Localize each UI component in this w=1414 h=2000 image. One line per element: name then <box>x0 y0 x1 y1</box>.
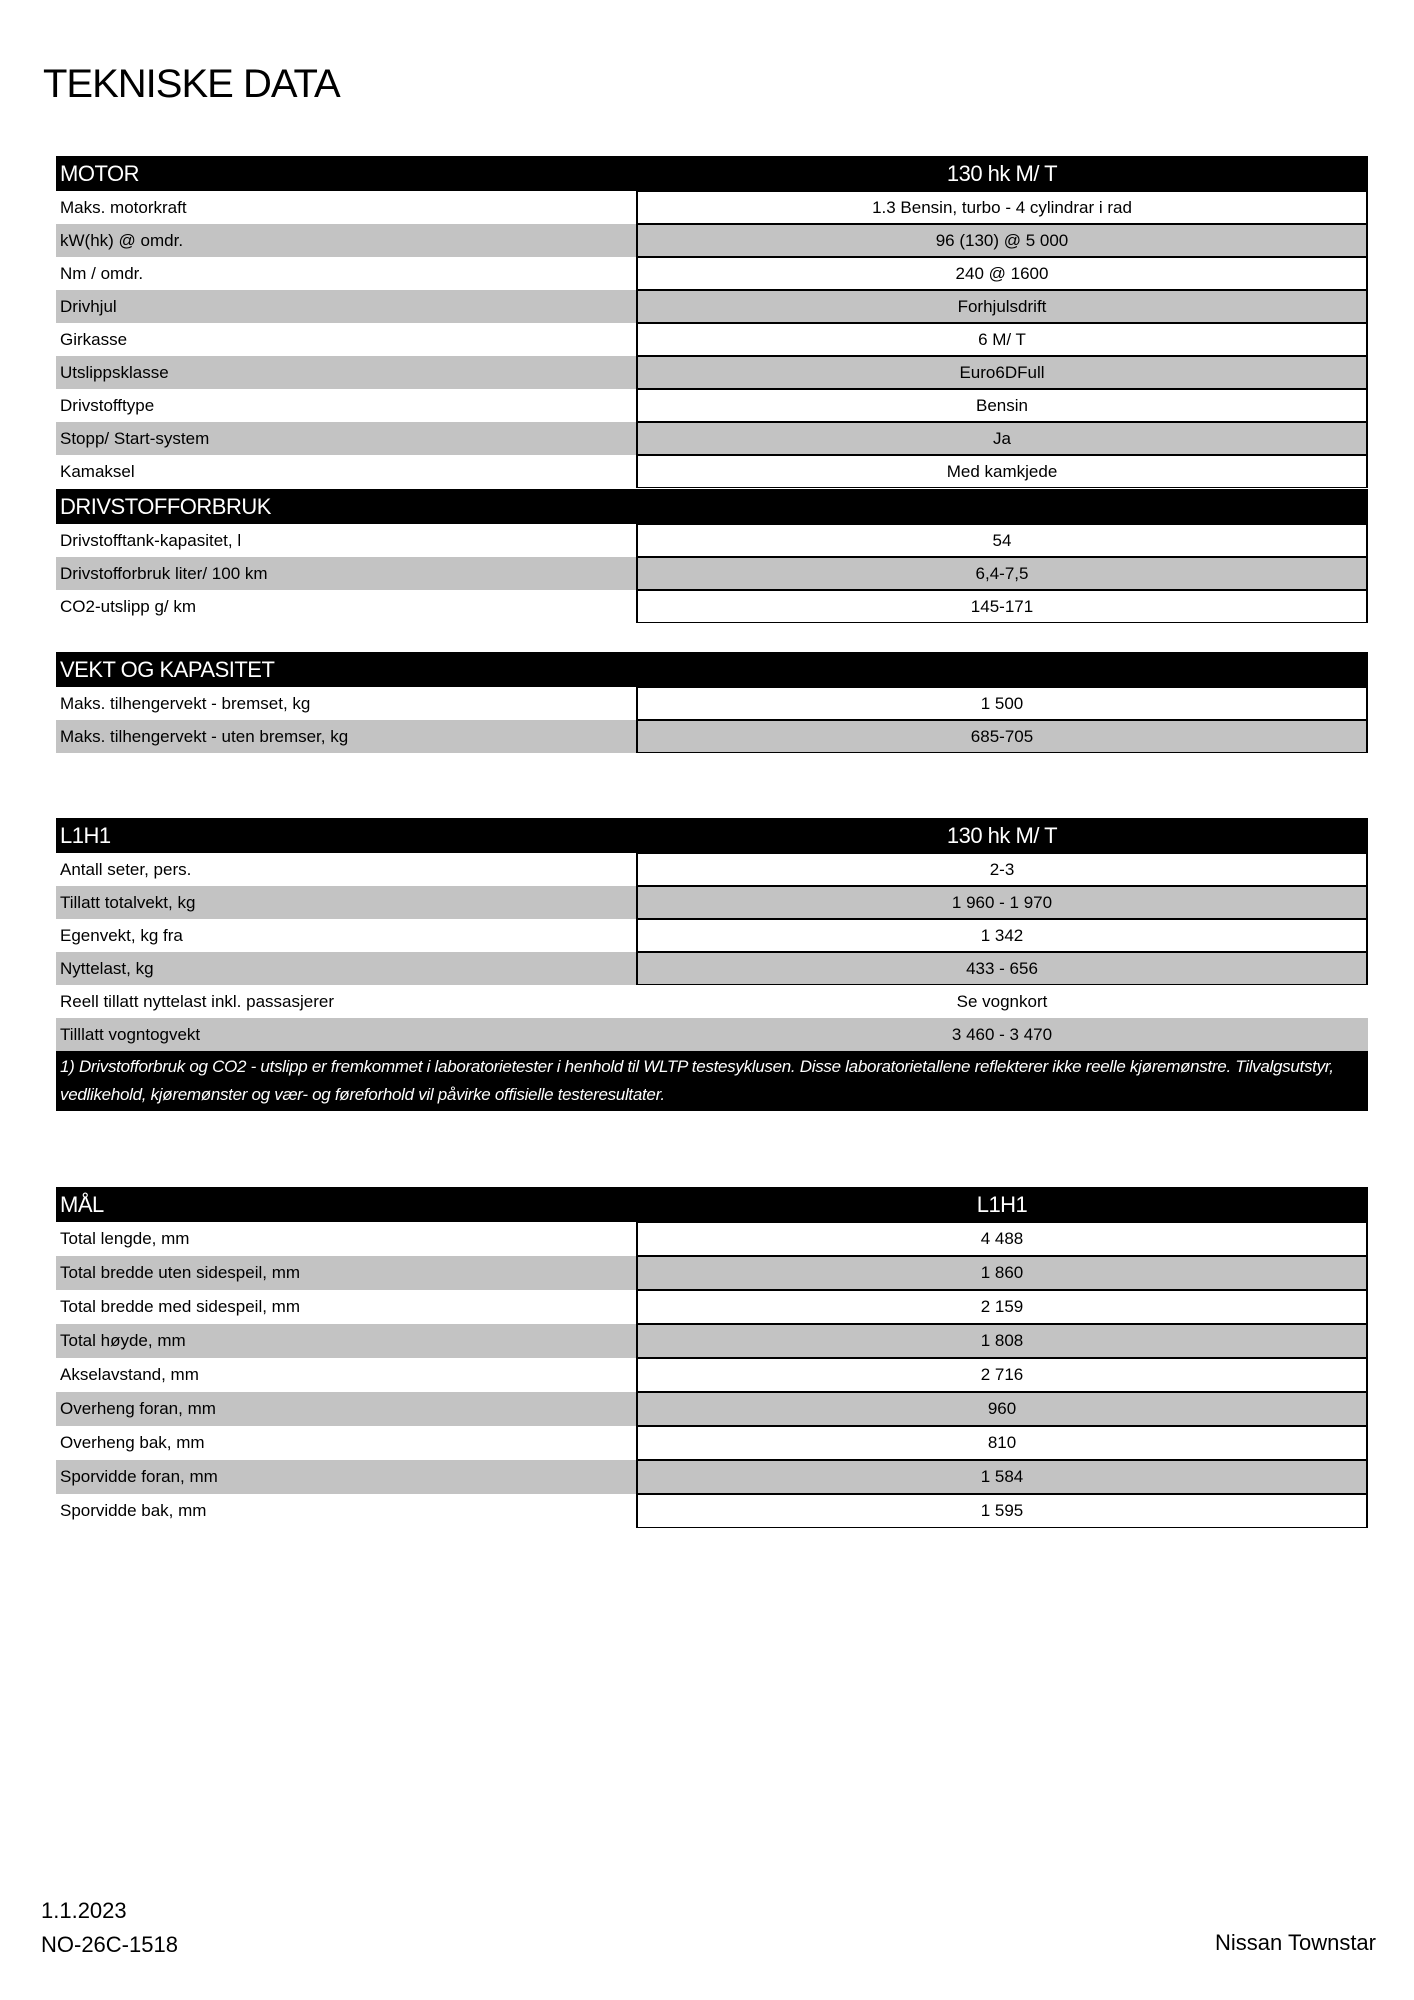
row-label: Akselavstand, mm <box>60 1365 199 1384</box>
row-value: 145-171 <box>636 590 1368 623</box>
row-label: Antall seter, pers. <box>60 859 192 879</box>
row-label: Kamaksel <box>60 461 135 481</box>
row-label: Total bredde med sidespeil, mm <box>60 1297 301 1316</box>
row-value: 2 716 <box>636 1358 1368 1392</box>
table-row <box>56 356 1368 389</box>
table-row <box>56 1290 1368 1324</box>
table-header <box>56 156 1368 191</box>
row-value: Forhjulsdrift <box>636 290 1368 323</box>
row-label: Drivstofforbruk liter/ 100 km <box>56 557 636 590</box>
row-value: 1 584 <box>636 1460 1368 1494</box>
row-label: kW(hk) @ omdr. <box>56 224 636 257</box>
footer-model: Nissan Townstar <box>1215 1930 1376 1955</box>
row-value: 1 808 <box>636 1324 1368 1358</box>
table-row <box>56 389 1368 422</box>
row-value: Euro6DFull <box>636 356 1368 389</box>
row-value: 960 <box>636 1392 1368 1426</box>
table-header <box>56 652 1368 687</box>
table-row <box>56 853 1368 886</box>
row-value: 1 960 - 1 970 <box>636 886 1368 919</box>
row-label: Girkasse <box>60 329 128 349</box>
row-value: 685-705 <box>636 720 1368 753</box>
table-row <box>56 290 1368 323</box>
header-value: 130 hk M/ T <box>946 822 1058 848</box>
row-label: Total bredde uten sidespeil, mm <box>56 1256 636 1290</box>
table-row <box>56 455 1368 488</box>
row-label: Overheng bak, mm <box>60 1433 205 1452</box>
spec-table-m-l <box>56 1187 1368 1528</box>
row-value: 240 @ 1600 <box>636 257 1368 290</box>
row-label: Total høyde, mm <box>56 1324 636 1358</box>
row-value: 1 342 <box>636 919 1368 952</box>
row-label: Maks. motorkraft <box>60 197 187 217</box>
row-value: 6,4-7,5 <box>636 557 1368 590</box>
header-label: VEKT OG KAPASITET <box>60 656 275 682</box>
table-row <box>56 1494 1368 1528</box>
row-value: Ja <box>636 422 1368 455</box>
table-row <box>56 687 1368 720</box>
row-label: Tilllatt vogntogvekt <box>56 1018 636 1051</box>
row-value: 1 595 <box>636 1494 1368 1528</box>
table-header <box>56 489 1368 524</box>
table-row <box>56 224 1368 257</box>
table-row <box>56 422 1368 455</box>
row-label: Maks. tilhengervekt - bremset, kg <box>60 693 311 713</box>
table-row <box>56 1358 1368 1392</box>
row-label: Stopp/ Start-system <box>56 422 636 455</box>
table-row <box>56 720 1368 753</box>
row-value: Bensin <box>636 389 1368 422</box>
table-header <box>56 818 1368 853</box>
row-value: 54 <box>636 524 1368 557</box>
row-label: Drivstofftype <box>60 395 155 415</box>
spec-table-vekt-og-kapasitet <box>56 652 1368 753</box>
row-label: Maks. tilhengervekt - uten bremser, kg <box>56 720 636 753</box>
spec-table-drivstofforbruk <box>56 489 1368 623</box>
table-row <box>56 985 1368 1018</box>
row-value: 1 500 <box>636 687 1368 720</box>
header-label: MÅL <box>60 1191 104 1217</box>
row-label: Tillatt totalvekt, kg <box>56 886 636 919</box>
row-label: Nm / omdr. <box>60 263 144 283</box>
row-label: Total lengde, mm <box>60 1229 190 1248</box>
header-value: 130 hk M/ T <box>946 160 1058 186</box>
spec-table-motor <box>56 156 1368 488</box>
row-label: Sporvidde bak, mm <box>60 1501 207 1520</box>
row-label: Egenvekt, kg fra <box>60 925 183 945</box>
row-value: 2-3 <box>636 853 1368 886</box>
row-label: Drivstofftank-kapasitet, l <box>60 530 242 550</box>
row-value: 4 488 <box>636 1222 1368 1256</box>
row-value: 96 (130) @ 5 000 <box>636 224 1368 257</box>
row-label: Sporvidde foran, mm <box>56 1460 636 1494</box>
row-value: 1.3 Bensin, turbo - 4 cylindrar i rad <box>636 191 1368 224</box>
table-row <box>56 952 1368 985</box>
row-label: Nyttelast, kg <box>56 952 636 985</box>
row-value: Se vognkort <box>956 991 1048 1011</box>
table-row <box>56 191 1368 224</box>
row-label: Drivhjul <box>56 290 636 323</box>
table-row <box>56 1018 1368 1051</box>
row-label: Overheng foran, mm <box>56 1392 636 1426</box>
spec-table-l1h1 <box>56 818 1368 1111</box>
table-row <box>56 1460 1368 1494</box>
table-row <box>56 257 1368 290</box>
page-title: TEKNISKE DATA <box>43 62 340 106</box>
row-value: 433 - 656 <box>636 952 1368 985</box>
footer-code: NO-26C-1518 <box>41 1932 178 1957</box>
table-row <box>56 1324 1368 1358</box>
row-value: 3 460 - 3 470 <box>636 1018 1368 1051</box>
row-value: 2 159 <box>636 1290 1368 1324</box>
table-row <box>56 323 1368 356</box>
row-value: 6 M/ T <box>636 323 1368 356</box>
header-label: DRIVSTOFFORBRUK <box>60 493 271 519</box>
row-label: Utslippsklasse <box>56 356 636 389</box>
header-value: L1H1 <box>976 1191 1028 1217</box>
table-row <box>56 1392 1368 1426</box>
table-row <box>56 886 1368 919</box>
header-label: L1H1 <box>60 822 111 848</box>
table-row <box>56 557 1368 590</box>
table-row <box>56 1222 1368 1256</box>
row-value: 1 860 <box>636 1256 1368 1290</box>
row-label: CO2-utslipp g/ km <box>60 596 197 616</box>
row-value: 810 <box>636 1426 1368 1460</box>
header-label: MOTOR <box>60 160 139 186</box>
table-row <box>56 524 1368 557</box>
footnote: 1) Drivstofforbruk og CO2 - utslipp er fremkommet i laboratorietester i henhold til WLTP testesyklusen. Disse laboratorietallene reflekterer ikke reelle kjøremønstre. Tilvalgsutstyr, vedlikehold, kjøremønster og vær- og føreforhold vil påvirke offisielle testeresultater. <box>56 1051 1368 1111</box>
table-row <box>56 1256 1368 1290</box>
row-label: Reell tillatt nyttelast inkl. passasjerer <box>60 991 335 1011</box>
footer-date: 1.1.2023 <box>41 1898 127 1923</box>
table-row <box>56 590 1368 623</box>
table-row <box>56 919 1368 952</box>
table-row <box>56 1426 1368 1460</box>
table-header <box>56 1187 1368 1222</box>
row-value: Med kamkjede <box>636 455 1368 488</box>
